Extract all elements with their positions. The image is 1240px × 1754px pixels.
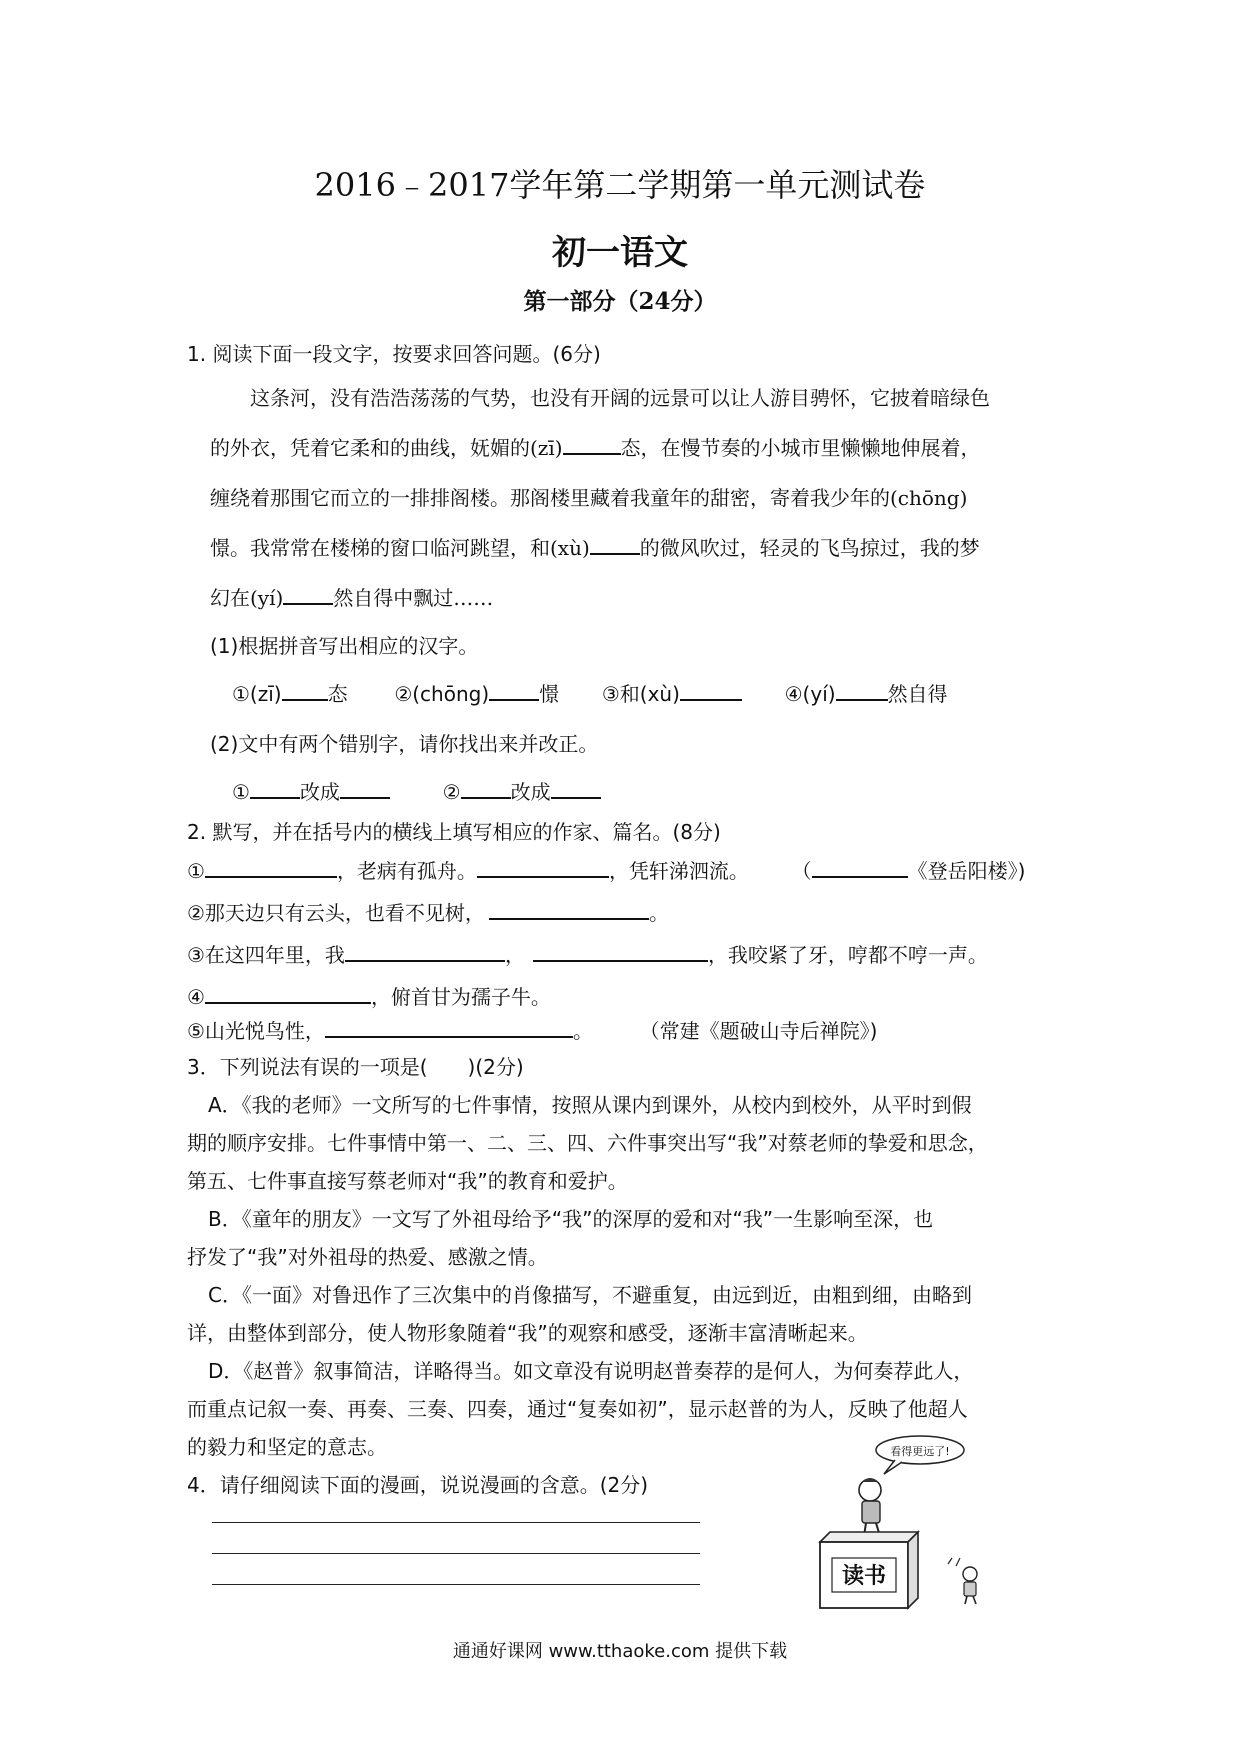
answer-blank[interactable] — [680, 681, 742, 701]
small-person-body — [964, 1582, 976, 1596]
answer-blank[interactable] — [836, 681, 888, 701]
passage-text: 然自得中飘过…… — [333, 586, 494, 610]
answer-blank[interactable] — [489, 900, 649, 920]
q1-sub1: (1)根据拼音写出相应的汉字。 — [210, 634, 479, 658]
q3-option-b-line1: B．《童年的朋友》一文写了外祖母给予“我”的深厚的爱和对“我”一生影响至深，也 — [208, 1207, 934, 1231]
num: ④ — [187, 985, 205, 1009]
poem-text: 。 — [648, 901, 669, 925]
poem-text: ， — [504, 943, 525, 967]
item-text: 改成 — [510, 780, 551, 804]
item-num: ② — [442, 780, 461, 804]
answer-line-2[interactable] — [212, 1553, 700, 1554]
small-person-head — [963, 1567, 977, 1581]
q3-option-a-line2: 期的顺序安排。七件事情中第一、二、三、四、六件事突出写“我”对蔡老师的挚爱和思念， — [187, 1131, 988, 1155]
book-label-text: 读书 — [841, 1564, 887, 1589]
q1-passage-line1: 这条河，没有浩浩荡荡的气势，也没有开阔的远景可以让人游目骋怀，它披着暗绿色 — [250, 386, 990, 410]
item-suffix: 憬 — [539, 682, 560, 706]
answer-blank[interactable] — [250, 779, 300, 799]
q2-line3 — [187, 939, 988, 968]
answer-blank[interactable] — [533, 942, 708, 962]
person-hair — [862, 1478, 878, 1482]
q1-sub2: (2)文中有两个错别字，请你找出来并改正。 — [210, 732, 599, 756]
item-suffix: 态 — [327, 682, 348, 706]
item-xu: ③和(xù) — [601, 682, 680, 706]
poem-text: ③在这四年里，我 — [187, 943, 345, 967]
answer-blank[interactable] — [205, 984, 371, 1004]
q2-line4 — [187, 981, 551, 1010]
q1-passage-line5 — [210, 582, 493, 611]
small-person-leg — [965, 1596, 967, 1604]
reading-cartoon-illustration — [800, 1432, 1040, 1612]
item-zi: ①(zī) — [232, 682, 282, 706]
answer-blank[interactable] — [812, 858, 908, 878]
paren: （ — [791, 859, 812, 883]
q1-sub2-items — [232, 776, 601, 805]
item-yi: ④(yí) — [784, 682, 836, 706]
q3-option-a-line3: 第五、七件事直接写蔡老师对“我”的教育和爱护。 — [187, 1169, 628, 1193]
passage-text: 的微风吹过，轻灵的飞鸟掠过，我的梦 — [639, 536, 980, 560]
item-chong: ②(chōng) — [394, 682, 490, 706]
poem-text: ，凭轩涕泗流。 — [608, 859, 749, 883]
book-spine — [908, 1532, 918, 1608]
q3-stem: 3．下列说法有误的一项是( )(2分) — [187, 1055, 524, 1079]
blank-xu[interactable] — [590, 535, 640, 555]
poem-text: ，俯首甘为孺子牛。 — [370, 985, 551, 1009]
book-top — [820, 1532, 918, 1542]
answer-line-1[interactable] — [212, 1522, 700, 1523]
q1-passage-line2 — [210, 432, 981, 461]
passage-text: 的外衣，凭着它柔和的曲线，妩媚的(zī) — [210, 436, 563, 460]
part-heading: 第一部分（24分） — [523, 288, 717, 315]
q3-option-d-line3: 的毅力和坚定的意志。 — [187, 1435, 387, 1459]
item-num: ① — [232, 780, 250, 804]
poem-text: ，我咬紧了牙，哼都不哼一声。 — [707, 943, 988, 967]
q3-option-d-line1: D．《赵普》叙事简洁，详略得当。如文章没有说明赵普奏荐的是何人，为何奏荐此人， — [208, 1359, 974, 1383]
poem-text: ⑤山光悦鸟性， — [187, 1019, 325, 1043]
item-text: 改成 — [299, 780, 340, 804]
num: ① — [187, 859, 205, 883]
q3-option-c-line1: C．《一面》对鲁迅作了三次集中的肖像描写，不避重复，由远到近，由粗到细，由略到 — [208, 1283, 972, 1307]
person-body — [862, 1501, 880, 1523]
small-person-leg — [973, 1596, 976, 1604]
item-suffix: 然自得 — [887, 682, 948, 706]
blank-yi[interactable] — [283, 585, 333, 605]
answer-line-3[interactable] — [212, 1584, 700, 1585]
answer-blank[interactable] — [551, 779, 601, 799]
q1-stem: 1. 阅读下面一段文字，按要求回答问题。(6分) — [187, 342, 601, 366]
footer-source: 通通好课网 www.tthaoke.com 提供下载 — [452, 1641, 788, 1662]
passage-text: 幻在(yí) — [210, 586, 284, 610]
speech-bubble-text: 看得更远了! — [890, 1445, 950, 1458]
small-person-motion-marks — [948, 1558, 960, 1566]
q3-option-d-line2: 而重点记叙一奏、再奏、三奏、四奏，通过“复奏如初”，显示赵普的为人，反映了他超人 — [187, 1397, 968, 1421]
answer-blank[interactable] — [461, 779, 511, 799]
poem-text: ②那天边只有云头，也看不见树， — [187, 901, 485, 925]
passage-text: 态，在慢节奏的小城市里懒懒地伸展着， — [620, 436, 981, 460]
subject-title: 初一语文 — [552, 233, 688, 273]
answer-blank[interactable] — [345, 942, 505, 962]
answer-blank[interactable] — [340, 779, 390, 799]
q2-line5 — [187, 1015, 877, 1044]
q2-line2 — [187, 897, 669, 926]
poem-text: 。 — [572, 1019, 593, 1043]
q2-line1 — [187, 855, 1025, 884]
q3-option-a-line1: A．《我的老师》一文所写的七件事情，按照从课内到课外，从校内到校外，从平时到假 — [208, 1093, 972, 1117]
q2-stem: 2. 默写，并在括号内的横线上填写相应的作家、篇名。(8分) — [187, 820, 721, 844]
exam-title: 2016﹣2017学年第二学期第一单元测试卷 — [314, 166, 926, 204]
speech-bubble-tail — [884, 1460, 902, 1474]
blank-zi[interactable] — [563, 435, 621, 455]
q1-passage-line4 — [210, 532, 980, 561]
q3-option-c-line2: 详，由整体到部分，使人物形象随着“我”的观察和感受，逐渐丰富清晰起来。 — [187, 1321, 868, 1345]
answer-blank[interactable] — [282, 681, 328, 701]
answer-blank[interactable] — [205, 858, 337, 878]
source: （常建《题破山寺后禅院》) — [639, 1019, 878, 1043]
passage-text: 憬。我常常在楼梯的窗口临河跳望，和(xù) — [210, 536, 590, 560]
q4-stem: 4．请仔细阅读下面的漫画，说说漫画的含意。(2分) — [187, 1473, 649, 1497]
answer-blank[interactable] — [489, 681, 539, 701]
answer-blank[interactable] — [477, 858, 609, 878]
q1-passage-line3: 缠绕着那围它而立的一排排阁楼。那阁楼里藏着我童年的甜密，寄着我少年的(chōng) — [210, 486, 968, 510]
q3-option-b-line2: 抒发了“我”对外祖母的热爱、感激之情。 — [187, 1245, 548, 1269]
source: 《登岳阳楼》) — [907, 859, 1026, 883]
answer-blank[interactable] — [325, 1018, 573, 1038]
person-head — [859, 1479, 881, 1501]
q1-sub1-items — [232, 678, 948, 707]
poem-text: ，老病有孤舟。 — [336, 859, 477, 883]
